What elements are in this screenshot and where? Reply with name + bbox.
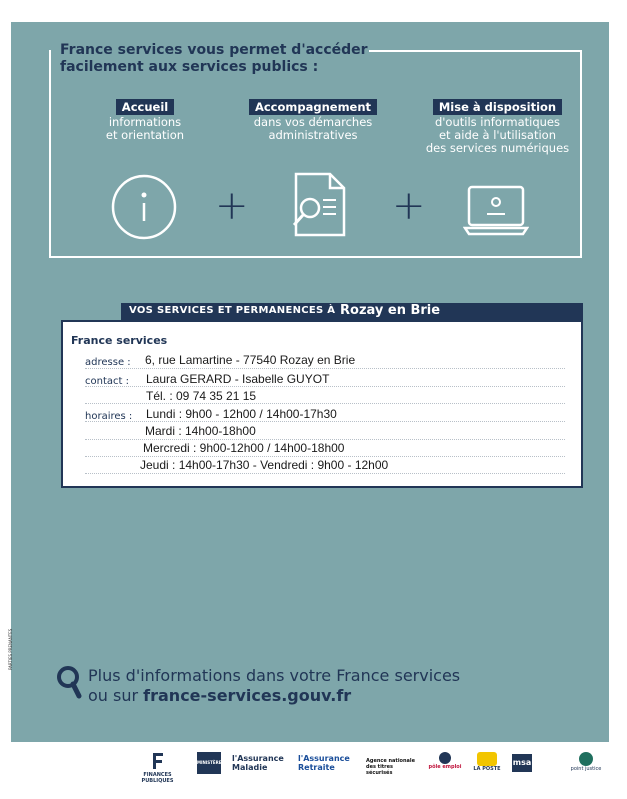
finances-logo-icon (150, 752, 166, 770)
address-label: adresse : (85, 357, 131, 368)
address-value: 6, rue Lamartine - 77540 Rozay en Brie (145, 353, 356, 367)
msa-icon (512, 754, 532, 772)
mise-a-disposition-tag: Mise à disposition (433, 99, 562, 115)
services-box (61, 320, 583, 488)
logo-ants-label: Agence nationale des titres sécurisés (366, 758, 416, 776)
search-icon (56, 665, 82, 699)
logo-point-justice (568, 752, 604, 772)
divider (85, 421, 565, 422)
intro-line-1: France services vous permet d'accéder (60, 42, 368, 58)
accompagnement-tag: Accompagnement (249, 99, 377, 115)
more-info-text (88, 666, 460, 706)
divider (85, 386, 565, 387)
logo-ministere (197, 752, 223, 774)
mise-desc-3: des services numériques (425, 141, 570, 155)
box-header (121, 303, 583, 320)
contact-names: Laura GERARD - Isabelle GUYOT (146, 372, 330, 386)
accueil-tag: Accueil (116, 99, 174, 115)
logo-la-poste (470, 752, 504, 772)
divider (85, 473, 565, 474)
logo-assurance-retraite (298, 754, 360, 772)
intro-line-2: facilement aux services publics : (60, 59, 319, 75)
pole-emploi-icon (439, 752, 451, 764)
ministere-logo-icon (197, 752, 221, 774)
laptop-icon (463, 184, 529, 236)
logo-assurance-maladie (232, 754, 292, 772)
more-info-line-2 (88, 686, 460, 706)
partner-logos (0, 752, 627, 792)
contact-label: contact : (85, 376, 129, 387)
logo-ants (366, 758, 421, 776)
divider (85, 456, 565, 457)
logo-pole-emploi-label: pôle emploi (428, 764, 462, 770)
logo-retraite-label: l'Assurance Retraite (298, 754, 350, 772)
mise-desc-2: et aide à l'utilisation (438, 128, 557, 142)
logo-maladie-label: l'Assurance Maladie (232, 754, 284, 772)
accompagnement-desc-1: dans vos démarches (253, 115, 373, 129)
hours-label: horaires : (85, 411, 133, 422)
document-search-icon (290, 172, 352, 238)
website-link[interactable]: france-services.gouv.fr (143, 686, 352, 705)
hours-thursday-friday: Jeudi : 14h00-17h30 - Vendredi : 9h00 - 12h00 (140, 458, 389, 472)
hours-wednesday: Mercredi : 9h00-12h00 / 14h00-18h00 (143, 441, 345, 455)
logo-la-poste-label: LA POSTE (473, 766, 501, 772)
logo-msa (512, 754, 534, 772)
contact-phone: Tél. : 09 74 35 21 15 (146, 389, 257, 403)
mise-desc-1: d'outils informatiques (434, 115, 561, 129)
point-justice-icon (579, 752, 593, 766)
column-accompagnement (238, 96, 388, 141)
plus-icon-1: + (215, 183, 249, 229)
hours-monday: Lundi : 9h00 - 12h00 / 14h00-17h30 (146, 407, 337, 421)
divider (85, 368, 565, 369)
intro-heading (60, 42, 380, 76)
divider (85, 439, 565, 440)
box-header-place: Rozay en Brie (340, 303, 441, 318)
la-poste-icon (477, 752, 497, 766)
frame-top-line (369, 50, 582, 52)
logo-pole-emploi (427, 752, 463, 770)
logo-msa-label: msa (512, 758, 532, 767)
column-mise-a-disposition (410, 96, 585, 154)
side-note: PARTIES PRENANTES (8, 628, 13, 670)
accueil-desc-2: et orientation (105, 128, 185, 142)
logo-ministere-label: MINISTÈRE (197, 760, 222, 765)
more-info-line-1: Plus d'informations dans votre France services (88, 666, 461, 685)
logo-finances-label: FINANCES PUBLIQUES (141, 772, 174, 784)
logo-point-justice-label: point justice (570, 766, 602, 772)
box-title: France services (71, 334, 168, 347)
divider (85, 403, 565, 404)
plus-icon-2: + (392, 183, 426, 229)
box-header-label: VOS SERVICES ET PERMANENCES À (129, 305, 336, 316)
info-circle-icon (110, 173, 178, 241)
accueil-desc-1: informations (108, 115, 182, 129)
logo-finances-publiques (130, 752, 185, 784)
accompagnement-desc-2: administratives (268, 128, 358, 142)
hours-tuesday: Mardi : 14h00-18h00 (145, 424, 256, 438)
more-info-prefix: ou sur (88, 686, 144, 705)
column-accueil (85, 96, 205, 141)
